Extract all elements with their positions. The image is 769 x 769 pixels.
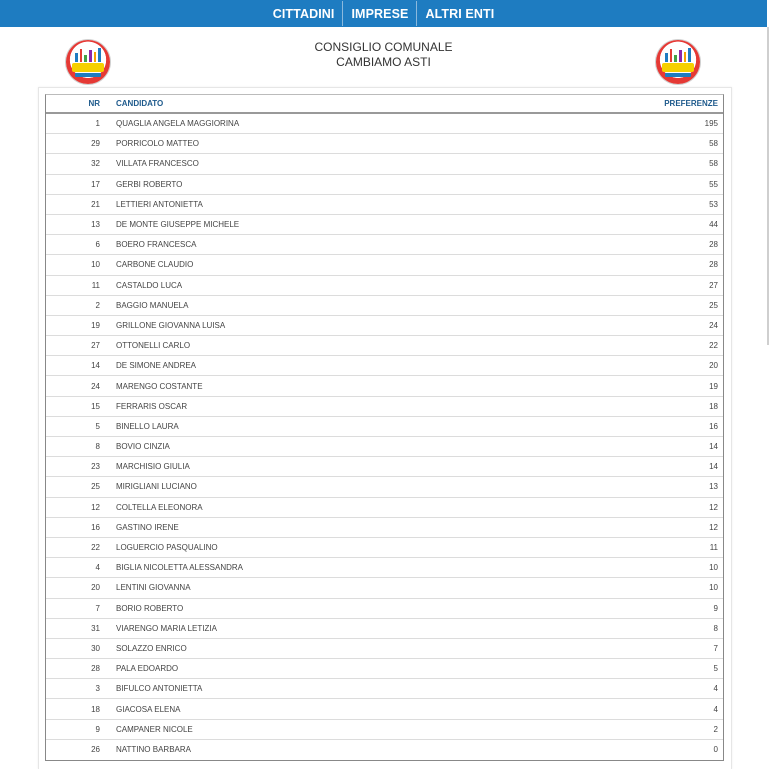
cell-candidate: CAMPANER NICOLE — [108, 719, 603, 739]
title-line-1: CONSIGLIO COMUNALE — [314, 40, 453, 54]
cell-preferences: 8 — [603, 618, 723, 638]
cell-preferences: 44 — [603, 214, 723, 234]
cell-preferences: 4 — [603, 699, 723, 719]
table-row — [46, 416, 723, 436]
cell-candidate: LENTINI GIOVANNA — [108, 578, 603, 598]
cell-candidate: COLTELLA ELEONORA — [108, 497, 603, 517]
nav-cittadini[interactable]: CITTADINI — [272, 6, 335, 21]
cell-preferences: 10 — [603, 578, 723, 598]
table-row — [46, 376, 723, 396]
cell-candidate: GRILLONE GIOVANNA LUISA — [108, 315, 603, 335]
table-row — [46, 194, 723, 214]
cell-preferences: 4 — [603, 679, 723, 699]
cell-nr: 15 — [46, 396, 108, 416]
cell-candidate: GASTINO IRENE — [108, 517, 603, 537]
cell-nr: 21 — [46, 194, 108, 214]
cell-preferences: 28 — [603, 255, 723, 275]
table-row — [46, 134, 723, 154]
cell-candidate: CASTALDO LUCA — [108, 275, 603, 295]
cell-candidate: BIGLIA NICOLETTA ALESSANDRA — [108, 558, 603, 578]
cell-nr: 14 — [46, 356, 108, 376]
party-logo-icon — [66, 40, 110, 84]
table-row — [46, 719, 723, 739]
table-row — [46, 457, 723, 477]
cell-nr: 7 — [46, 598, 108, 618]
cell-candidate: SOLAZZO ENRICO — [108, 638, 603, 658]
cell-preferences: 27 — [603, 275, 723, 295]
cell-preferences: 53 — [603, 194, 723, 214]
cell-preferences: 25 — [603, 295, 723, 315]
cell-preferences: 20 — [603, 356, 723, 376]
cell-nr: 17 — [46, 174, 108, 194]
table-row — [46, 255, 723, 275]
cell-preferences: 58 — [603, 134, 723, 154]
cell-candidate: MARCHISIO GIULIA — [108, 457, 603, 477]
cell-preferences: 22 — [603, 336, 723, 356]
cell-nr: 27 — [46, 336, 108, 356]
table-row — [46, 497, 723, 517]
cell-candidate: OTTONELLI CARLO — [108, 336, 603, 356]
page-title — [200, 40, 567, 70]
cell-nr: 10 — [46, 255, 108, 275]
cell-nr: 9 — [46, 719, 108, 739]
table-row — [46, 437, 723, 457]
cell-candidate: BINELLO LAURA — [108, 416, 603, 436]
cell-candidate: VILLATA FRANCESCO — [108, 154, 603, 174]
table-row — [46, 295, 723, 315]
cell-nr: 13 — [46, 214, 108, 234]
cell-preferences: 14 — [603, 437, 723, 457]
table-row — [46, 113, 723, 134]
cell-preferences: 11 — [603, 537, 723, 557]
table-row — [46, 336, 723, 356]
cell-candidate: BAGGIO MANUELA — [108, 295, 603, 315]
cell-candidate: BOVIO CINZIA — [108, 437, 603, 457]
cell-nr: 2 — [46, 295, 108, 315]
cell-nr: 18 — [46, 699, 108, 719]
cell-preferences: 2 — [603, 719, 723, 739]
cell-nr: 32 — [46, 154, 108, 174]
cell-candidate: DE SIMONE ANDREA — [108, 356, 603, 376]
nav-altri-enti[interactable]: ALTRI ENTI — [425, 6, 495, 21]
table-row — [46, 356, 723, 376]
table-row — [46, 214, 723, 234]
cell-nr: 23 — [46, 457, 108, 477]
cell-nr: 26 — [91, 744, 100, 754]
cell-preferences: 18 — [603, 396, 723, 416]
cell-candidate: BIFULCO ANTONIETTA — [108, 679, 603, 699]
title-line-2: CAMBIAMO ASTI — [336, 55, 431, 69]
cell-preferences: 16 — [603, 416, 723, 436]
cell-candidate: DE MONTE GIUSEPPE MICHELE — [108, 214, 603, 234]
cell-preferences: 0 — [713, 744, 718, 754]
top-nav-bar — [0, 0, 767, 27]
cell-nr: 20 — [46, 578, 108, 598]
cell-candidate: VIARENGO MARIA LETIZIA — [108, 618, 603, 638]
table-header-row — [46, 95, 723, 113]
cell-preferences: 19 — [603, 376, 723, 396]
cell-candidate: PALA EDOARDO — [108, 659, 603, 679]
results-table-container — [45, 94, 724, 761]
table-row — [46, 659, 723, 679]
cell-nr: 8 — [46, 437, 108, 457]
cell-preferences: 14 — [603, 457, 723, 477]
table-row — [46, 275, 723, 295]
cell-nr: 19 — [46, 315, 108, 335]
table-row — [46, 638, 723, 658]
cell-preferences: 55 — [603, 174, 723, 194]
cell-nr: 31 — [46, 618, 108, 638]
cell-candidate: MARENGO COSTANTE — [108, 376, 603, 396]
results-table — [46, 95, 723, 759]
table-row — [46, 477, 723, 497]
cell-nr: 4 — [46, 558, 108, 578]
cell-nr: 11 — [46, 275, 108, 295]
cell-preferences: 10 — [603, 558, 723, 578]
cell-nr: 5 — [46, 416, 108, 436]
cell-preferences: 12 — [603, 497, 723, 517]
column-header-preferences[interactable]: PREFERENZE — [603, 95, 723, 113]
cell-preferences: 5 — [603, 659, 723, 679]
cell-nr: 28 — [46, 659, 108, 679]
table-row — [46, 558, 723, 578]
table-row — [46, 537, 723, 557]
cell-candidate: LOGUERCIO PASQUALINO — [108, 537, 603, 557]
cell-nr: 6 — [46, 235, 108, 255]
table-row — [46, 699, 723, 719]
cell-nr: 24 — [46, 376, 108, 396]
column-header-candidate[interactable]: CANDIDATO — [108, 95, 603, 113]
cell-nr: 30 — [46, 638, 108, 658]
table-row — [46, 598, 723, 618]
page-header — [0, 27, 767, 89]
table-row — [46, 235, 723, 255]
cell-nr: 29 — [46, 134, 108, 154]
cell-candidate: GERBI ROBERTO — [108, 174, 603, 194]
table-row — [46, 578, 723, 598]
cell-candidate: GIACOSA ELENA — [108, 699, 603, 719]
cell-preferences: 24 — [603, 315, 723, 335]
cell-candidate: LETTIERI ANTONIETTA — [108, 194, 603, 214]
table-row — [46, 739, 723, 759]
party-logo-icon — [656, 40, 700, 84]
table-row — [46, 679, 723, 699]
cell-nr: 25 — [46, 477, 108, 497]
table-row — [46, 154, 723, 174]
cell-nr: 1 — [46, 113, 108, 134]
cell-preferences: 28 — [603, 235, 723, 255]
table-row — [46, 396, 723, 416]
cell-preferences: 58 — [603, 154, 723, 174]
cell-candidate: BORIO ROBERTO — [108, 598, 603, 618]
cell-candidate: MIRIGLIANI LUCIANO — [108, 477, 603, 497]
cell-nr: 12 — [46, 497, 108, 517]
cell-preferences: 13 — [603, 477, 723, 497]
cell-nr: 16 — [46, 517, 108, 537]
cell-preferences: 195 — [603, 113, 723, 134]
table-row — [46, 174, 723, 194]
table-row — [46, 517, 723, 537]
table-row — [46, 315, 723, 335]
cell-candidate: PORRICOLO MATTEO — [108, 134, 603, 154]
nav-imprese[interactable]: IMPRESE — [351, 6, 409, 21]
cell-preferences: 12 — [603, 517, 723, 537]
cell-candidate: FERRARIS OSCAR — [108, 396, 603, 416]
cell-preferences: 9 — [603, 598, 723, 618]
cell-candidate: BOERO FRANCESCA — [108, 235, 603, 255]
cell-nr: 3 — [46, 679, 108, 699]
cell-candidate: NATTINO BARBARA — [116, 744, 191, 754]
column-header-nr[interactable]: NR — [46, 95, 108, 113]
table-row — [46, 618, 723, 638]
cell-candidate: QUAGLIA ANGELA MAGGIORINA — [108, 113, 603, 134]
cell-candidate: CARBONE CLAUDIO — [108, 255, 603, 275]
cell-nr: 22 — [46, 537, 108, 557]
cell-preferences: 7 — [603, 638, 723, 658]
